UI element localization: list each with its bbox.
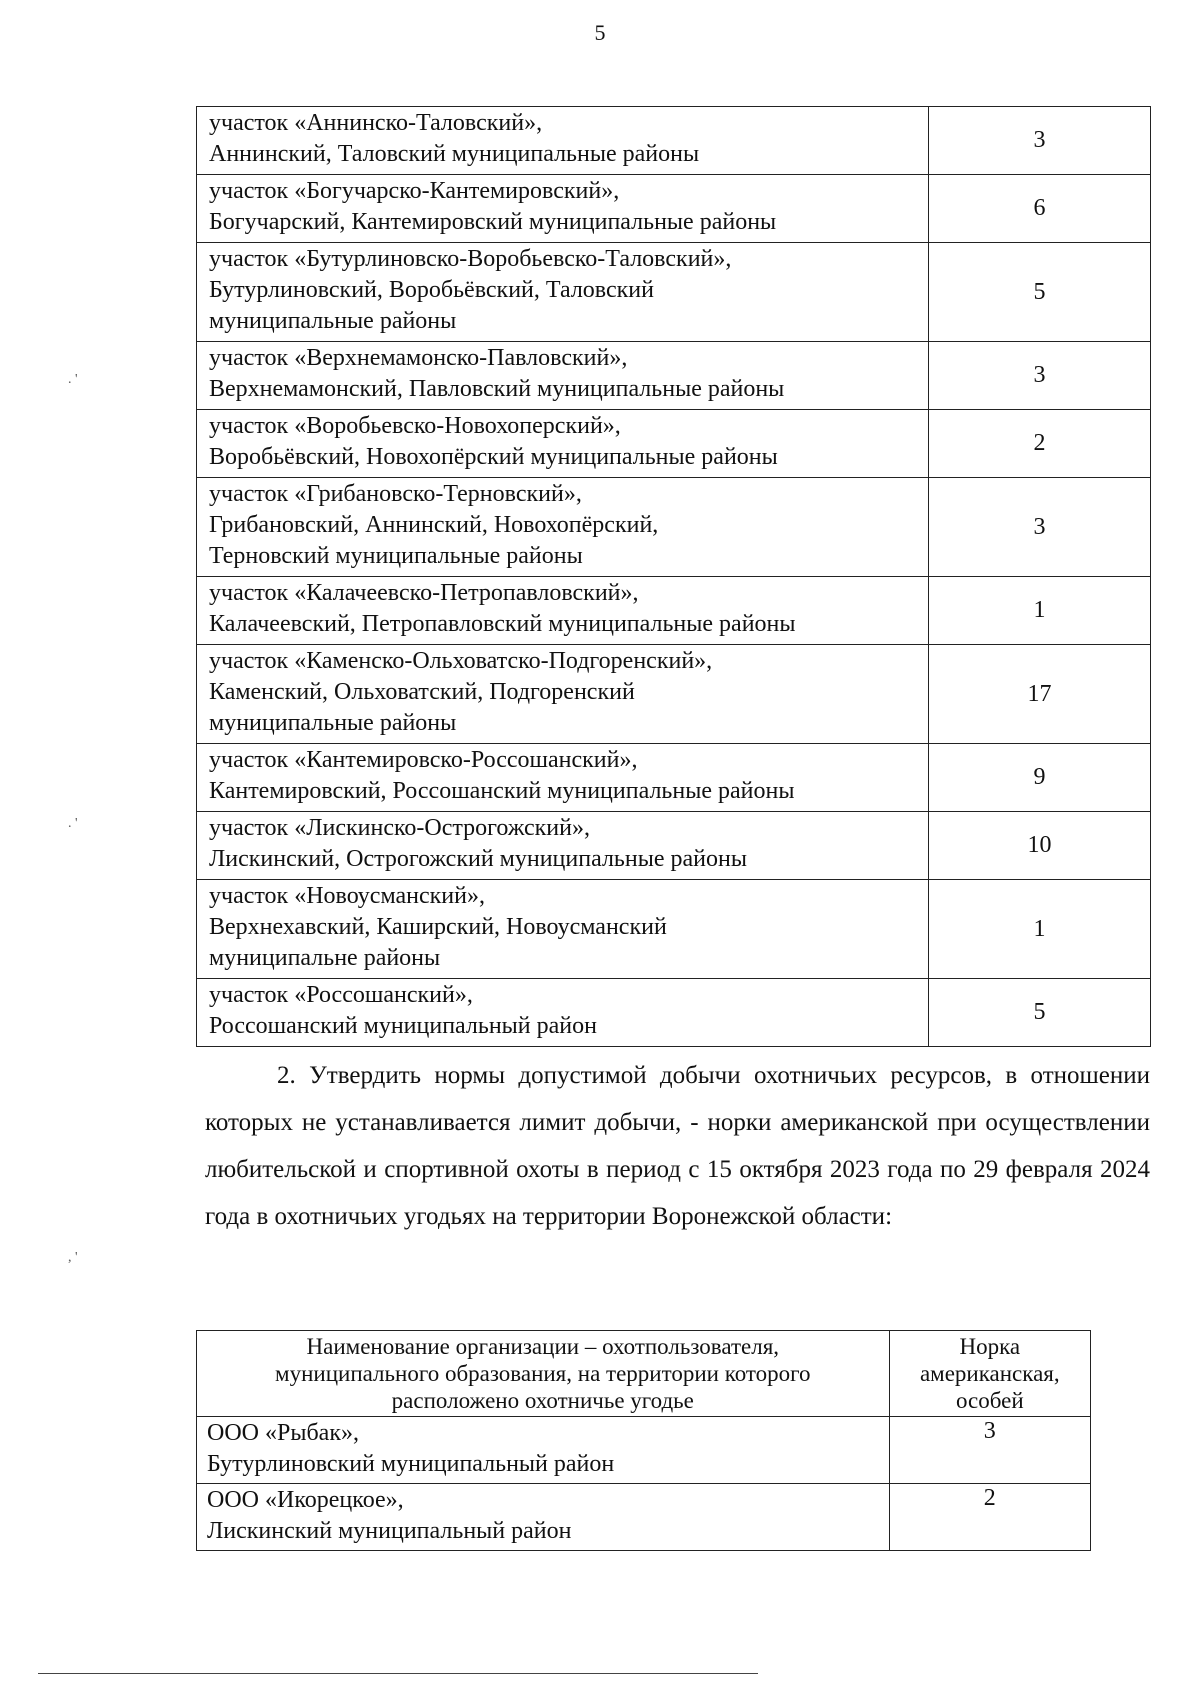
- bottom-rule: [38, 1673, 758, 1674]
- cell-line: Каменский, Ольховатский, Подгоренский: [209, 679, 635, 705]
- header-line: американская,: [919, 1361, 1060, 1386]
- area-name-cell: [197, 175, 929, 243]
- table-row: [197, 645, 1151, 744]
- cell-line: участок «Богучарско-Кантемировский»,: [209, 178, 620, 204]
- header-line: муниципального образования, на территории которого: [275, 1361, 811, 1386]
- quota-cell: 1: [928, 577, 1150, 645]
- table-row: [197, 979, 1151, 1047]
- area-name-cell: [197, 410, 929, 478]
- organization-cell: [197, 1417, 890, 1484]
- cell-line: ООО «Рыбак»,: [207, 1420, 359, 1446]
- header-line: Норка: [959, 1334, 1021, 1359]
- organization-cell: [197, 1484, 890, 1551]
- area-name-cell: [197, 478, 929, 577]
- quota-cell: 3: [889, 1417, 1090, 1484]
- cell-line: муниципальные районы: [209, 710, 457, 736]
- table-row: [197, 812, 1151, 880]
- cell-line: участок «Воробьевско-Новохоперский»,: [209, 413, 621, 439]
- quota-cell: 6: [928, 175, 1150, 243]
- table-row: [197, 243, 1151, 342]
- cell-line: ООО «Икорецкое»,: [207, 1487, 404, 1513]
- scan-mark: . ': [68, 816, 78, 831]
- table-row: [197, 342, 1151, 410]
- cell-line: Воробьёвский, Новохопёрский муниципальные районы: [209, 444, 778, 470]
- header-line: Наименование организации – охотпользователя,: [306, 1334, 780, 1359]
- cell-line: Богучарский, Кантемировский муниципальные районы: [209, 209, 777, 235]
- table-header-row: [197, 1331, 1091, 1417]
- cell-line: Верхнехавский, Каширский, Новоусманский: [209, 914, 667, 940]
- cell-line: Бутурлиновский муниципальный район: [207, 1451, 615, 1477]
- table-row: [197, 107, 1151, 175]
- area-name-cell: [197, 880, 929, 979]
- quota-cell: 1: [928, 880, 1150, 979]
- cell-line: участок «Аннинско-Таловский»,: [209, 110, 543, 136]
- paragraph-item-2: 2. Утвердить нормы допустимой добычи охотничьих ресурсов, в отношении которых не устанавливается лимит добычи, - норки американской при осуществлении любительской и спортивной охоты в период с 15 октября 2023 года по 29 февраля 2024 года в охотничьих угодьях на территории Воронежской области:: [205, 1062, 1150, 1230]
- table-row: [197, 1417, 1091, 1484]
- area-name-cell: [197, 812, 929, 880]
- header-organization: [197, 1331, 890, 1417]
- cell-line: Аннинский, Таловский муниципальные районы: [209, 141, 700, 167]
- quota-cell: 3: [928, 107, 1150, 175]
- scan-mark: , ': [68, 1250, 78, 1265]
- table-row: [197, 1484, 1091, 1551]
- cell-line: участок «Верхнемамонско-Павловский»,: [209, 345, 628, 371]
- quota-cell: 17: [928, 645, 1150, 744]
- cell-line: участок «Грибановско-Терновский»,: [209, 481, 582, 507]
- area-name-cell: [197, 577, 929, 645]
- cell-line: Лискинский, Острогожский муниципальные районы: [209, 846, 747, 872]
- quota-cell: 3: [928, 478, 1150, 577]
- page-number: 5: [594, 20, 606, 45]
- cell-line: Бутурлиновский, Воробьёвский, Таловский: [209, 277, 654, 303]
- area-name-cell: [197, 979, 929, 1047]
- header-line: расположено охотничье угодье: [391, 1388, 694, 1413]
- table-row: [197, 175, 1151, 243]
- mink-quota-table: [196, 1330, 1091, 1551]
- cell-line: участок «Новоусманский»,: [209, 883, 485, 909]
- area-name-cell: [197, 107, 929, 175]
- cell-line: Лискинский муниципальный район: [207, 1518, 572, 1544]
- header-mink: [889, 1331, 1090, 1417]
- cell-line: муниципальные районы: [209, 308, 457, 334]
- quota-cell: 2: [928, 410, 1150, 478]
- cell-line: участок «Лискинско-Острогожский»,: [209, 815, 590, 841]
- cell-line: Верхнемамонский, Павловский муниципальные районы: [209, 376, 785, 402]
- table-row: [197, 478, 1151, 577]
- hunting-areas-table: [196, 106, 1151, 1047]
- quota-cell: 9: [928, 744, 1150, 812]
- table-row: [197, 410, 1151, 478]
- scan-mark: . ': [68, 372, 78, 387]
- quota-cell: 5: [928, 979, 1150, 1047]
- cell-line: участок «Бутурлиновско-Воробьевско-Таловский»,: [209, 246, 732, 272]
- cell-line: Терновский муниципальные районы: [209, 543, 583, 569]
- cell-line: Грибановский, Аннинский, Новохопёрский,: [209, 512, 659, 538]
- quota-cell: 10: [928, 812, 1150, 880]
- cell-line: участок «Россошанский»,: [209, 982, 473, 1008]
- cell-line: Кантемировский, Россошанский муниципальные районы: [209, 778, 795, 804]
- cell-line: Калачеевский, Петропавловский муниципальные районы: [209, 611, 796, 637]
- area-name-cell: [197, 342, 929, 410]
- cell-line: Россошанский муниципальный район: [209, 1013, 597, 1039]
- quota-cell: 2: [889, 1484, 1090, 1551]
- table-row: [197, 880, 1151, 979]
- cell-line: участок «Кантемировско-Россошанский»,: [209, 747, 638, 773]
- area-name-cell: [197, 744, 929, 812]
- cell-line: муниципальне районы: [209, 945, 441, 971]
- table-row: [197, 577, 1151, 645]
- quota-cell: 5: [928, 243, 1150, 342]
- cell-line: участок «Калачеевско-Петропавловский»,: [209, 580, 639, 606]
- quota-cell: 3: [928, 342, 1150, 410]
- area-name-cell: [197, 645, 929, 744]
- header-line: особей: [955, 1388, 1024, 1413]
- area-name-cell: [197, 243, 929, 342]
- cell-line: участок «Каменско-Ольховатско-Подгоренский»,: [209, 648, 713, 674]
- table-row: [197, 744, 1151, 812]
